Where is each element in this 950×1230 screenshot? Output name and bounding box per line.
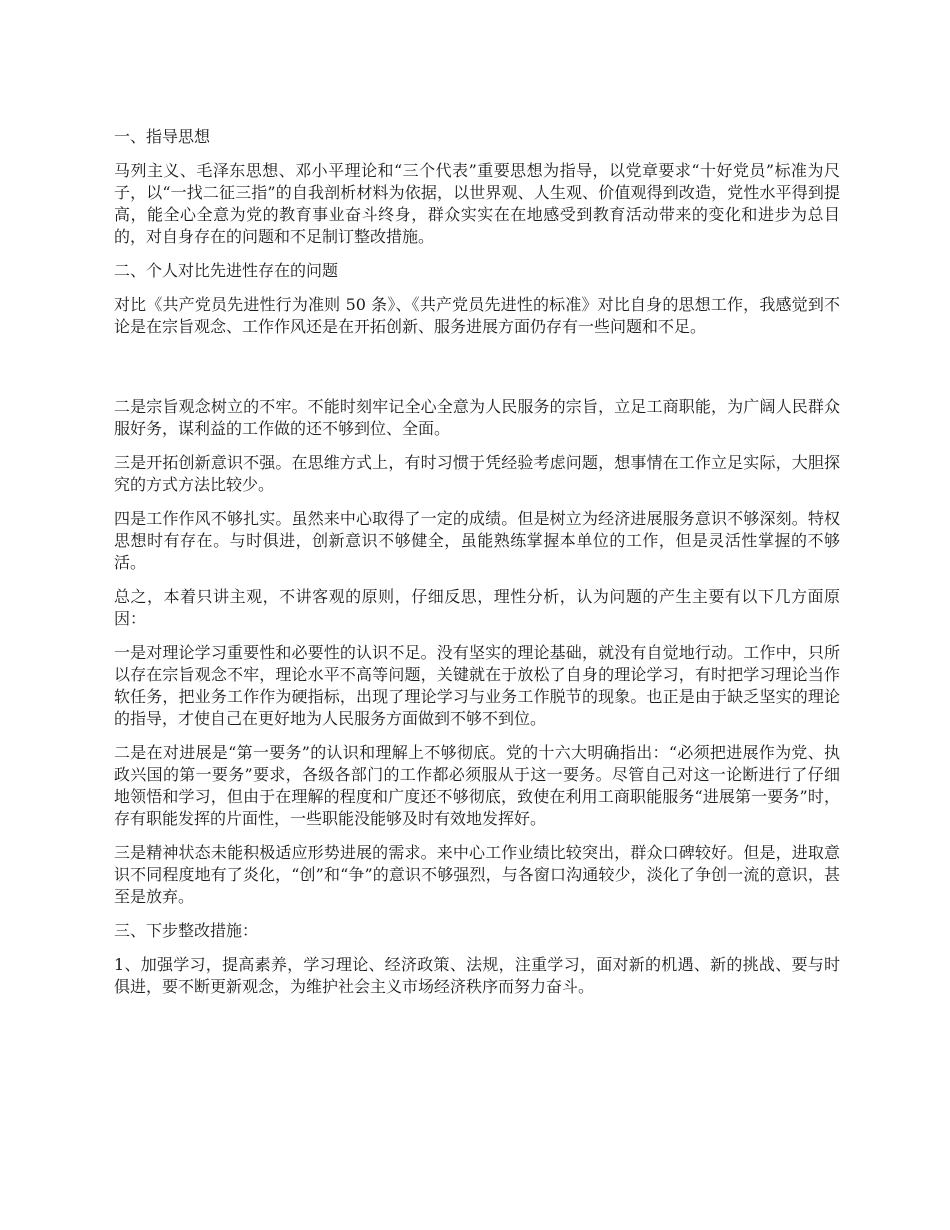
paragraph-cause-theory: 一是对理论学习重要性和必要性的认识不足。没有坚实的理论基础，就没有自觉地行动。工作中，只所以存在宗旨观念不牢，理论水平不高等问题，关键就在于放松了自身的理论学习，有时把学习理论当作软任务，把业务工作作为硬指标，出现了理论学习与业务工作脱节的现象。也正是由于缺乏坚实的理论的指导，才使自己在更好地为人民服务方面做到不够不到位。 (114, 643, 840, 728)
blank-gap (114, 350, 840, 396)
paragraph-cause-development: 二是在对进展是“第一要务”的认识和理解上不够彻底。党的十六大明确指出：“必须把进展作为党、执政兴国的第一要务”要求，各级各部门的工作都必须服从于这一要务。尽管自己对这一论断进行了仔细地领悟和学习，但由于在理解的程度和广度还不够彻底，致使在利用工商职能服务“进展第一要务”时，存有职能发挥的片面性，一些职能没能够及时有效地发挥好。 (114, 743, 840, 828)
document-body (114, 126, 840, 1010)
section-heading-guiding-thought: 一、指导思想 (114, 127, 211, 146)
paragraph-comparison: 对比《共产党员先进性行为准则 50 条》、《共产党员先进性的标准》对比自身的思想工作，我感觉到不论是在宗旨观念、工作作风还是在开拓创新、服务进展方面仍存有一些问题和不足。 (114, 295, 840, 336)
paragraph-guiding-thought: 马列主义、毛泽东思想、邓小平理论和“三个代表”重要思想为指导，以党章要求“十好党员”标准为尺子，以“一找二征三指”的自我剖析材料为依据，以世界观、人生观、价值观得到改造，党性水平得到提高，能全心全意为党的教育事业奋斗终身，群众实实在在地感受到教育活动带来的变化和进步为总目的，对自身存在的问题和不足制订整改措施。 (114, 161, 840, 246)
paragraph-purpose: 二是宗旨观念树立的不牢。不能时刻牢记全心全意为人民服务的宗旨，立足工商职能，为广阔人民群众服好务，谋利益的工作做的还不够到位、全面。 (114, 397, 840, 438)
paragraph-summary: 总之，本着只讲主观，不讲客观的原则，仔细反思，理性分析，认为问题的产生主要有以下几方面原因： (114, 587, 840, 628)
paragraph-measure-1: 1、加强学习，提高素养，学习理论、经济政策、法规，注重学习，面对新的机遇、新的挑战、要与时俱进，要不断更新观念，为维护社会主义市场经济秩序而努力奋斗。 (114, 955, 840, 996)
paragraph-cause-spirit: 三是精神状态未能积极适应形势进展的需求。来中心工作业绩比较突出，群众口碑较好。但是，进取意识不同程度地有了炎化，“创”和“争”的意识不够强烈，与各窗口沟通较少，淡化了争创一流的意识，甚至是放弃。 (114, 843, 840, 906)
paragraph-work-style: 四是工作作风不够扎实。虽然来中心取得了一定的成绩。但是树立为经济进展服务意识不够深刻。特权思想时有存在。与时俱进，创新意识不够健全，虽能熟练掌握本单位的工作，但是灵活性掌握的不够活。 (114, 509, 840, 572)
section-heading-problems: 二、个人对比先进性存在的问题 (114, 261, 339, 280)
section-heading-measures: 三、下步整改措施： (114, 921, 259, 940)
paragraph-innovation: 三是开拓创新意识不强。在思维方式上，有时习惯于凭经验考虑问题，想事情在工作立足实际，大胆探究的方式方法比较少。 (114, 453, 840, 494)
